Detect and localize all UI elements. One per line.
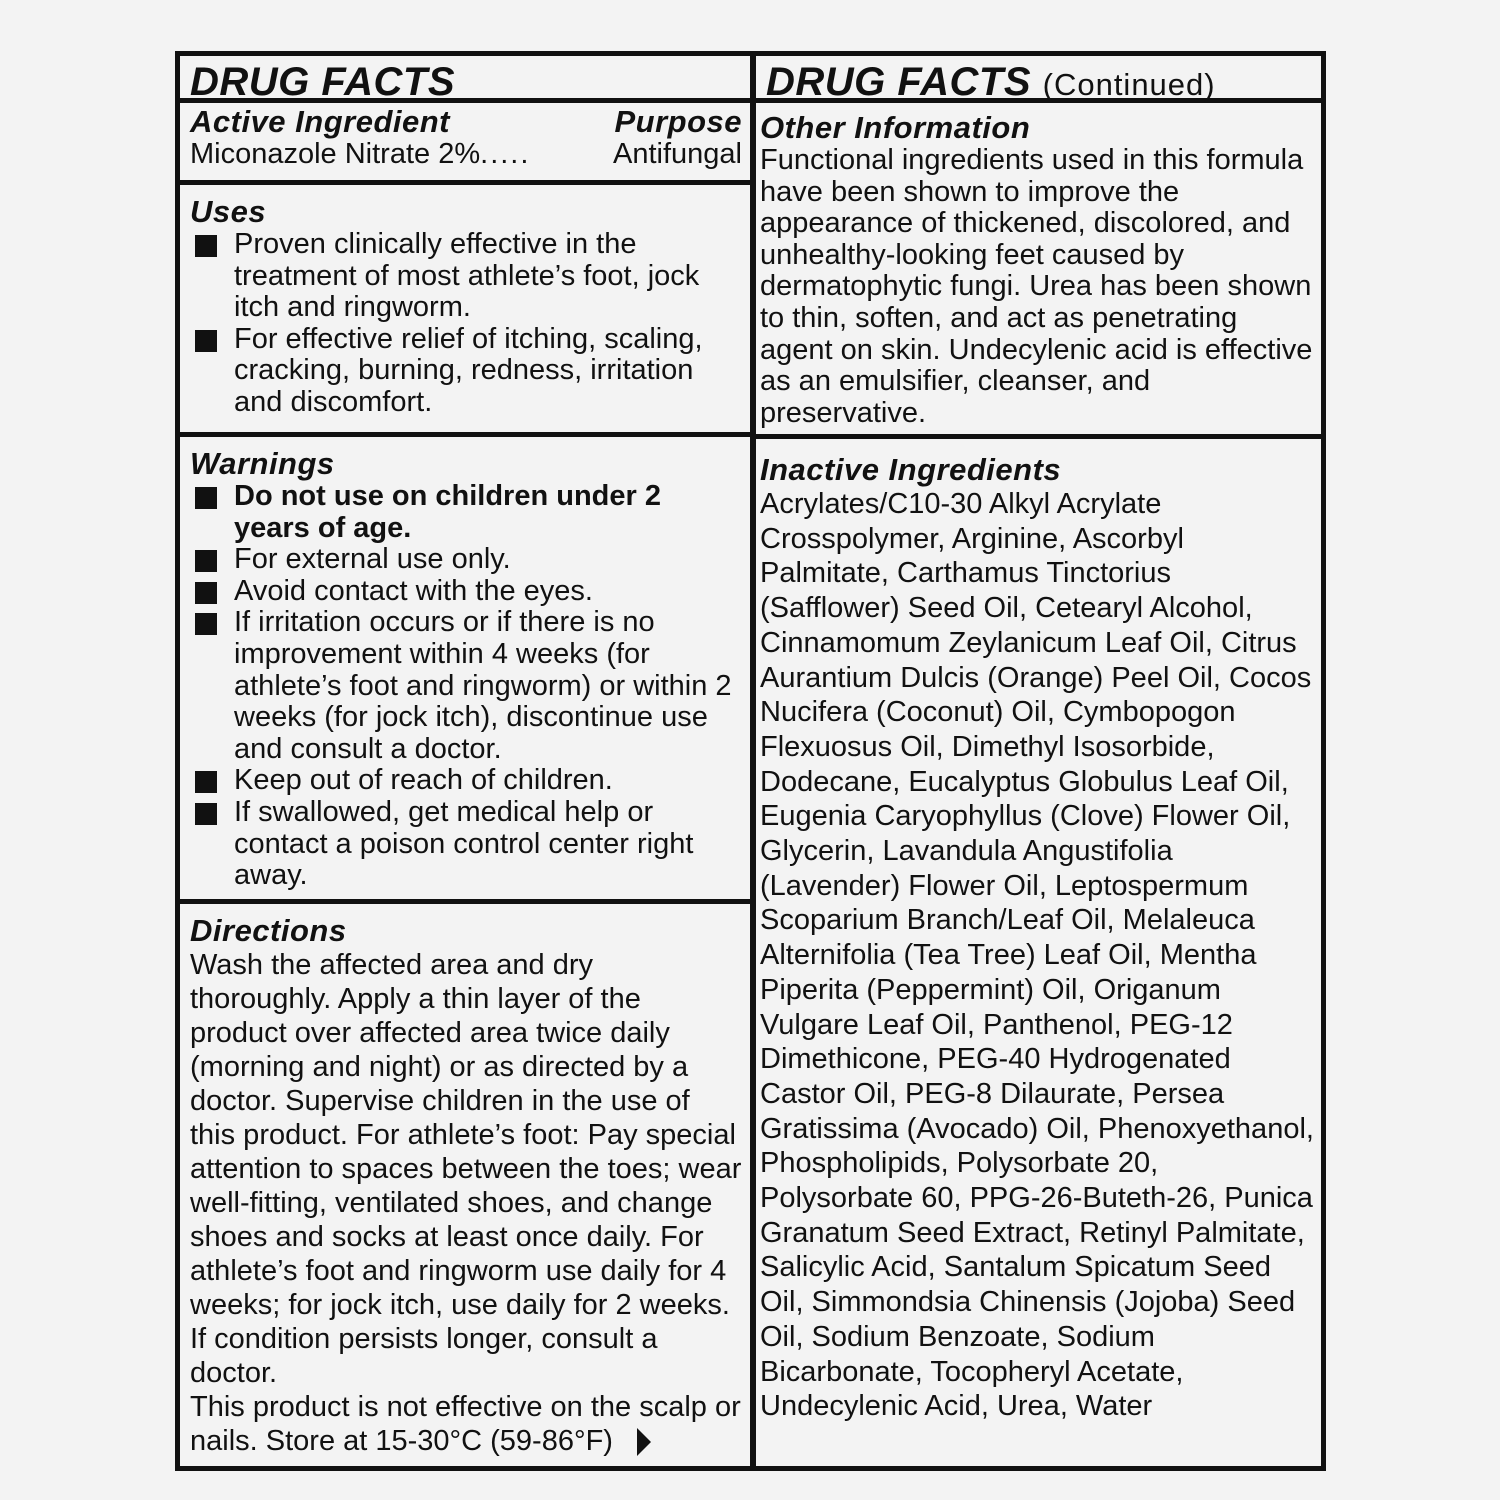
other-information-section: [756, 103, 1321, 439]
title-continued-section: [756, 56, 1321, 103]
directions-section: [180, 904, 750, 1466]
drug-facts-title-continued: DRUG FACTS: [766, 60, 1031, 104]
list-item: For effective relief of itching, scaling, cracking, burning, redness, irritation and discomfort.: [190, 324, 742, 419]
list-item: If irritation occurs or if there is no improvement within 4 weeks (for athlete’s foot and ringworm) or within 2 weeks (for jock itch), discontinue use and consult a doctor.: [190, 607, 742, 765]
drug-facts-label: [175, 51, 1326, 1471]
list-item: Avoid contact with the eyes.: [190, 576, 742, 608]
list-item: Proven clinically effective in the treatment of most athlete’s foot, jock itch and ringworm.: [190, 229, 742, 324]
inactive-ingredients-heading: Inactive Ingredients: [760, 452, 1062, 487]
active-ingredient-section: [180, 103, 750, 185]
active-ingredient-purpose: Antifungal: [613, 138, 742, 170]
title-section: [180, 56, 750, 103]
active-ingredient-name: Miconazole Nitrate 2%: [190, 138, 481, 170]
other-information-text: Functional ingredients used in this formula have been shown to improve the appearance of thickened, discolored, and unhealthy-looking feet caused by dermatophytic fungi. Urea has been shown to thin, soften, and act as penetrating agent on skin. Undecylenic acid is effective as an emulsifier, cleanser, and preservative.: [760, 144, 1313, 429]
list-item: Do not use on children under 2 years of age.: [190, 481, 742, 544]
inactive-ingredients-section: [756, 439, 1321, 1466]
warnings-section: [180, 437, 750, 904]
warnings-heading: Warnings: [190, 446, 335, 481]
purpose-heading: Purpose: [614, 104, 742, 139]
other-information-heading: Other Information: [760, 110, 1031, 145]
uses-section: [180, 185, 750, 437]
warnings-list: [190, 481, 742, 892]
continue-arrow-icon: [637, 1428, 651, 1456]
list-item: For external use only.: [190, 544, 742, 576]
left-column: [180, 56, 750, 1466]
storage-text: This product is not effective on the scalp or nails. Store at 15-30°C (59-86°F): [190, 1391, 741, 1457]
right-column: [750, 56, 1321, 1466]
directions-text: Wash the affected area and dry thoroughly. Apply a thin layer of the product over affected area twice daily (morning and night) or as directed by a doctor. Supervise children in the use of this product. For athlete’s foot: Pay special attention to spaces between the toes; wear well-fitting, ventilated shoes, and change shoes and socks at least once daily. For athlete’s foot and ringworm use daily for 4 weeks; for jock itch, use daily for 2 weeks. If condition persists longer, consult a doctor.: [190, 949, 742, 1389]
continued-label: (Continued): [1042, 67, 1216, 102]
inactive-ingredients-text: Acrylates/C10-30 Alkyl Acrylate Crosspolymer, Arginine, Ascorbyl Palmitate, Carthamus Tinctorius (Safflower) Seed Oil, Cetearyl Alcohol, Cinnamomum Zeylanicum Leaf Oil, Citrus Aurantium Dulcis (Orange) Peel Oil, Cocos Nucifera (Coconut) Oil, Cymbopogon Flexuosus Oil, Dimethyl Isosorbide, Dodecane, Eucalyptus Globulus Leaf Oil, Eugenia Caryophyllus (Clove) Flower Oil, Glycerin, Lavandula Angustifolia (Lavender) Flower Oil, Leptospermum Scoparium Branch/Leaf Oil, Melaleuca Alternifolia (Tea Tree) Leaf Oil, Mentha Piperita (Peppermint) Oil, Origanum Vulgare Leaf Oil, Panthenol, PEG-12 Dimethicone, PEG-40 Hydrogenated Castor Oil, PEG-8 Dilaurate, Persea Gratissima (Avocado) Oil, Phenoxyethanol, Phospholipids, Polysorbate 20, Polysorbate 60, PPG-26-Buteth-26, Punica Granatum Seed Extract, Retinyl Palmitate, Salicylic Acid, Santalum Spicatum Seed Oil, Simmondsia Chinensis (Jojoba) Seed Oil, Sodium Benzoate, Sodium Bicarbonate, Tocopheryl Acetate, Undecylenic Acid, Urea, Water: [760, 488, 1314, 1423]
leader-dots: .....: [480, 139, 531, 170]
uses-heading: Uses: [190, 194, 267, 229]
drug-facts-title: DRUG FACTS: [190, 60, 455, 104]
active-ingredient-heading: Active Ingredient: [190, 104, 450, 139]
uses-list: [190, 229, 742, 419]
list-item: If swallowed, get medical help or contact a poison control center right away.: [190, 797, 742, 892]
directions-heading: Directions: [190, 913, 347, 948]
list-item: Keep out of reach of children.: [190, 765, 742, 797]
